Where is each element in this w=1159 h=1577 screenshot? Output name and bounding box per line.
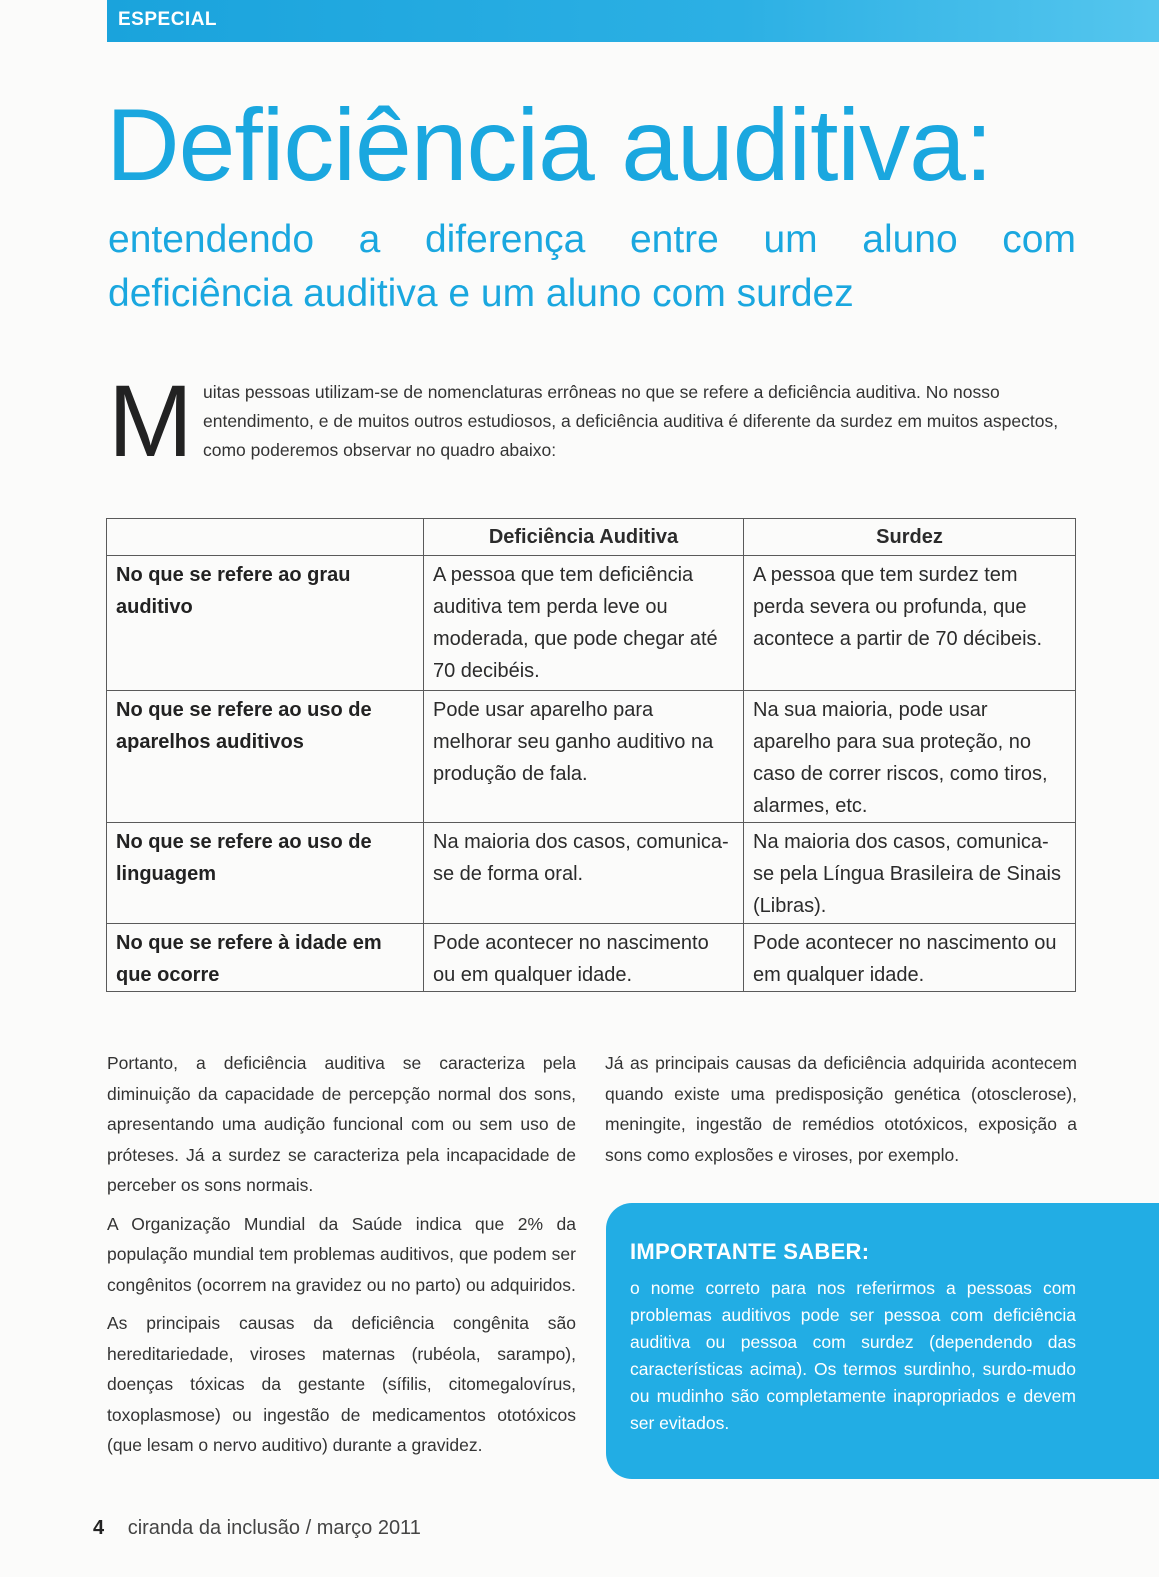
cell-surdez: Na maioria dos casos, comunica-se pela Língua Brasileira de Sinais (Libras).: [744, 823, 1076, 924]
table-row: [107, 691, 1076, 823]
page-number: 4: [93, 1517, 105, 1539]
cell-deficiencia: Pode acontecer no nascimento ou em qualquer idade.: [424, 924, 744, 992]
subtitle-word: um: [763, 218, 818, 261]
cell-deficiencia: Na maioria dos casos, comunica-se de forma oral.: [424, 823, 744, 924]
intro-paragraph: [108, 364, 1076, 478]
subtitle-line-2: deficiência auditiva e um aluno com surdez: [108, 272, 854, 315]
subtitle-word: entendendo: [108, 218, 315, 261]
intro-text: uitas pessoas utilizam-se de nomenclaturas errôneas no que se refere a deficiência auditiva. No nosso entendimento, e de muitos outros estudiosos, a deficiência auditiva é diferente da surdez em muitos aspectos, como poderemos observar no quadro abaixo:: [203, 382, 1059, 460]
page-footer: [93, 1517, 421, 1540]
subtitle-word: aluno: [862, 218, 958, 261]
table-row: [107, 823, 1076, 924]
callout-box: [606, 1203, 1159, 1479]
page-subtitle: [108, 213, 1076, 321]
subtitle-word: entre: [629, 218, 719, 261]
table-header-surdez: Surdez: [744, 519, 1076, 556]
drop-cap: M: [108, 364, 193, 478]
subtitle-word: diferença: [424, 218, 586, 261]
subtitle-line-1: [108, 213, 1076, 267]
subtitle-word: com: [1002, 218, 1076, 261]
body-paragraph: Portanto, a deficiência auditiva se caracteriza pela diminuição da capacidade de percepção normal dos sons, apresentando uma audição funcional com ou sem uso de próteses. Já a surdez se caracteriza pela incapacidade de perceber os sons normais.: [107, 1053, 576, 1195]
comparison-table: [106, 518, 1076, 992]
section-label: ESPECIAL: [118, 9, 218, 30]
body-paragraph: Já as principais causas da deficiência adquirida acontecem quando existe uma predisposição genética (otosclerose), meningite, ingestão de remédios ototóxicos, exposição a sons como explosões e viroses, por exemplo.: [605, 1053, 1077, 1165]
row-label: No que se refere à idade em que ocorre: [107, 924, 424, 992]
row-label: No que se refere ao uso de linguagem: [107, 823, 424, 924]
table-header-deficiencia: Deficiência Auditiva: [424, 519, 744, 556]
table-row: [107, 556, 1076, 691]
page-title: Deficiência auditiva:: [106, 88, 993, 202]
body-column-left: [107, 1048, 576, 1469]
cell-deficiencia: A pessoa que tem deficiência auditiva tem perda leve ou moderada, que pode chegar até 70 decibéis.: [424, 556, 744, 691]
table-header-empty: [107, 519, 424, 556]
body-column-right: [605, 1048, 1077, 1178]
table-header-row: [107, 519, 1076, 556]
callout-text: o nome correto para nos referirmos a pessoas com problemas auditivos pode ser pessoa com deficiência auditiva ou pessoa com surdez (dependendo das características acima). Os termos surdinho, surdo-mudo ou mudinho são completamente inapropriados e devem ser evitados.: [630, 1278, 1076, 1433]
subtitle-word: a: [358, 218, 381, 261]
cell-surdez: Na sua maioria, pode usar aparelho para sua proteção, no caso de correr riscos, como tiros, alarmes, etc.: [744, 691, 1076, 823]
row-label: No que se refere ao uso de aparelhos auditivos: [107, 691, 424, 823]
table-row: [107, 924, 1076, 992]
cell-deficiencia: Pode usar aparelho para melhorar seu ganho auditivo na produção de fala.: [424, 691, 744, 823]
row-label: No que se refere ao grau auditivo: [107, 556, 424, 691]
body-paragraph: A Organização Mundial da Saúde indica que 2% da população mundial tem problemas auditivos, que podem ser congênitos (ocorrem na gravidez ou no parto) ou adquiridos.: [107, 1213, 576, 1295]
section-banner: [107, 0, 1159, 42]
publication-name: ciranda da inclusão / março 2011: [127, 1517, 421, 1539]
callout-title: IMPORTANTE SABER:: [630, 1239, 870, 1264]
body-paragraph: As principais causas da deficiência congênita são hereditariedade, viroses maternas (rubéola, sarampo), doenças tóxicas da gestante (sífilis, citomegalovírus, toxoplasmose) ou ingestão de medicamentos ototóxicos (que lesam o nervo auditivo) durante a gravidez.: [107, 1313, 576, 1455]
cell-surdez: Pode acontecer no nascimento ou em qualquer idade.: [744, 924, 1076, 992]
cell-surdez: A pessoa que tem surdez tem perda severa ou profunda, que acontece a partir de 70 décibeis.: [744, 556, 1076, 691]
